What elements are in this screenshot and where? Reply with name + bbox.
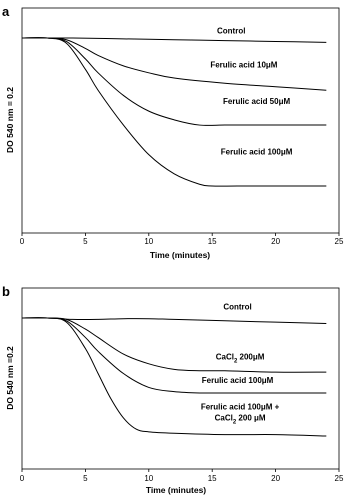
panel-b-x-tick-label: 15 (207, 474, 217, 483)
panel-b-series-line-4 (22, 318, 326, 436)
panel-b-plot-area (22, 288, 339, 469)
panel-b-series-line-2 (22, 318, 326, 372)
panel-a-annotation: Ferulic acid 50μM (223, 97, 291, 107)
panel-b-letter: b (2, 284, 10, 299)
panel-b-annotation: CaCl$_2$ 200 μM (214, 413, 266, 426)
annotation-rest: 200 μM (236, 413, 266, 423)
panel-a-x-tick-label: 0 (19, 237, 25, 246)
panel-a (2, 4, 344, 260)
panel-a-x-tick-label: 15 (207, 237, 217, 246)
panel-b-series-line-3 (22, 318, 326, 393)
panel-a-annotation: Ferulic acid 10μM (210, 60, 278, 70)
subscript-2: 2 (232, 419, 237, 426)
panel-a-x-tick-label: 5 (83, 237, 88, 246)
panel-b-x-axis-label: Time (minutes) (145, 485, 207, 495)
panel-a-annotation: Ferulic acid 100μM (220, 147, 293, 157)
panel-b-series (22, 318, 326, 436)
panel-b-x-tick-label: 25 (334, 474, 344, 483)
panel-a-annotations (210, 27, 292, 157)
panel-a-y-axis-label: DO 540 nm = 0.2 (5, 87, 15, 153)
panel-a-series (22, 38, 326, 187)
subscript-2: 2 (233, 358, 238, 365)
panel-b-annotation: CaCl$_2$ 200μM (215, 352, 265, 365)
panel-a-x-tick-label: 20 (271, 237, 281, 246)
panel-a-series-line-4 (22, 38, 326, 187)
panel-a-x-tick-label: 25 (334, 237, 344, 246)
panel-a-series-line-2 (22, 38, 326, 90)
panel-b-y-axis-label: DO 540 nm =0.2 (5, 346, 15, 410)
panel-a-series-line-3 (22, 38, 326, 126)
panel-a-x-axis-label: Time (minutes) (149, 250, 211, 260)
panel-b-x-axis (20, 469, 344, 483)
panel-a-x-tick-label: 10 (144, 237, 154, 246)
panel-b-x-tick-label: 0 (19, 474, 25, 483)
panel-b-x-tick-label: 10 (144, 474, 154, 483)
panel-b (2, 284, 344, 495)
panel-b-x-tick-label: 5 (83, 474, 88, 483)
panel-a-letter: a (2, 4, 10, 19)
panel-b-annotation: Ferulic acid 100μM + (200, 402, 280, 412)
panel-b-x-tick-label: 20 (271, 474, 281, 483)
panel-b-annotation: Ferulic acid 100μM (201, 376, 274, 386)
annotation-rest: 200μM (237, 352, 265, 362)
panel-a-x-axis (20, 233, 344, 246)
panel-a-annotation: Control (217, 26, 246, 36)
panel-b-annotation: Control (223, 302, 252, 312)
